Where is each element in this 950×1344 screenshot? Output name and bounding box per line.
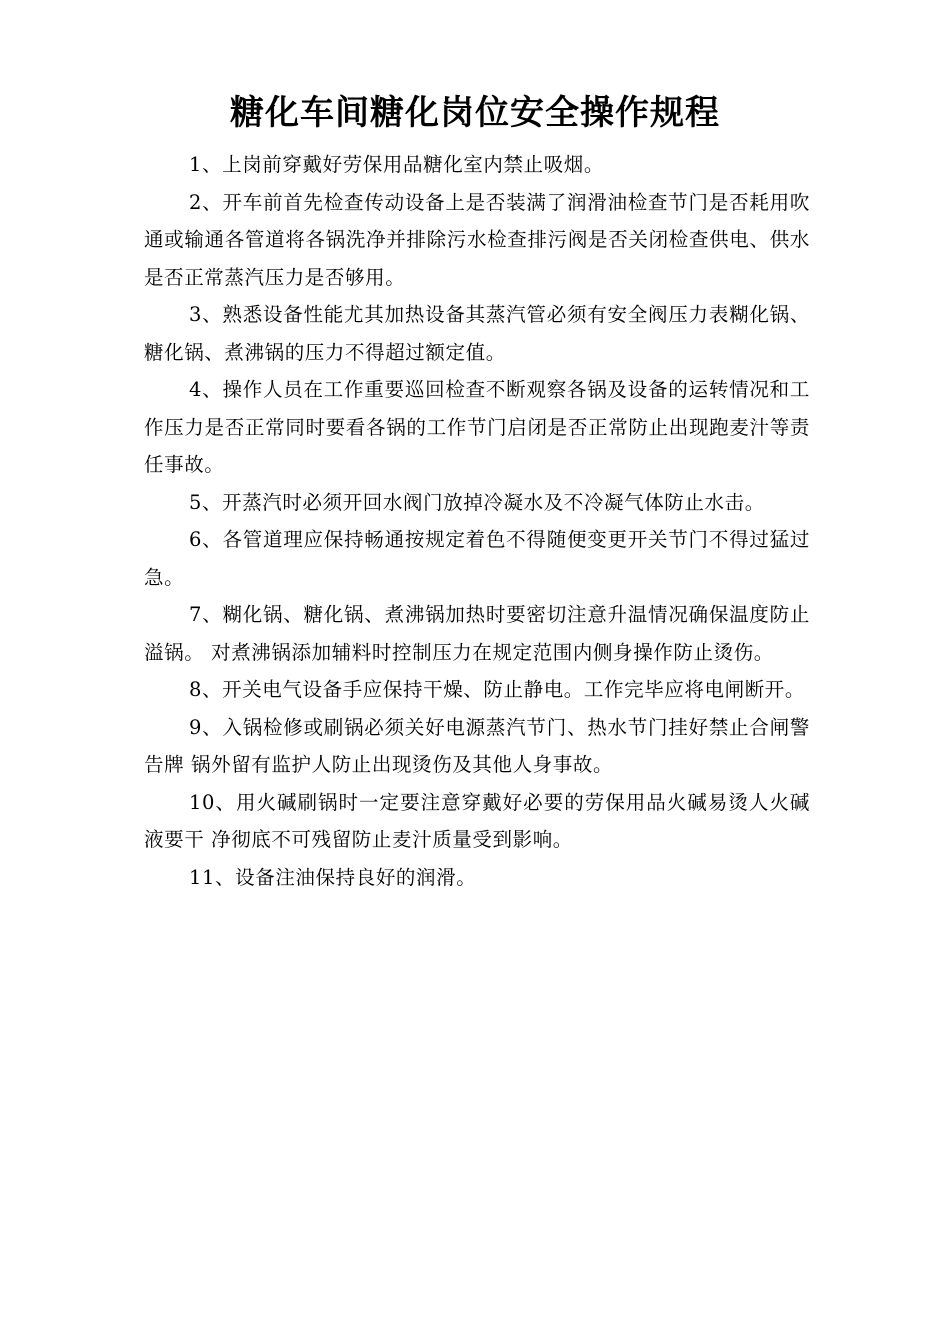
rule-paragraph-7: 7、糊化锅、糖化锅、煮沸锅加热时要密切注意升温情况确保温度防止溢锅。 对煮沸锅添加辅料时控制压力在规定范围内侧身操作防止烫伤。	[144, 603, 810, 664]
rule-paragraph-11: 11、设备注油保持良好的润滑。	[189, 865, 477, 889]
rule-paragraph-1: 1、上岗前穿戴好劳保用品糖化室内禁止吸烟。	[189, 153, 605, 176]
rule-paragraph-2: 2、开车前首先检查传动设备上是否装满了润滑油检查节门是否耗用吹通或输通各管道将各锅洗净并排除污水检查排污阀是否关闭检查供电、供水是否正常蒸汽压力是否够用。	[144, 190, 810, 289]
rule-paragraph-9: 9、入锅检修或刷锅必须关好电源蒸汽节门、热水节门挂好禁止合闸警告牌 锅外留有监护人防止出现烫伤及其他人身事故。	[144, 715, 810, 776]
document-title: 糖化车间糖化岗位安全操作规程	[230, 93, 720, 133]
document-body	[144, 146, 810, 896]
rule-paragraph-4: 4、操作人员在工作重要巡回检查不断观察各锅及设备的运转情况和工作压力是否正常同时要看各锅的工作节门启闭是否正常防止出现跑麦汁等责任事故。	[144, 378, 810, 476]
rule-paragraph-3: 3、熟悉设备性能尤其加热设备其蒸汽管必须有安全阀压力表糊化锅、糖化锅、煮沸锅的压力不得超过额定值。	[144, 303, 810, 364]
rule-paragraph-8: 8、开关电气设备手应保持干燥、防止静电。工作完毕应将电闸断开。	[189, 678, 806, 701]
rule-paragraph-6: 6、各管道理应保持畅通按规定着色不得随便变更开关节门不得过猛过急。	[144, 528, 810, 589]
rule-paragraph-10: 10、用火碱刷锅时一定要注意穿戴好必要的劳保用品火碱易烫人火碱液要干 净彻底不可残留防止麦汁质量受到影响。	[144, 790, 810, 851]
rule-paragraph-5: 5、开蒸汽时必须开回水阀门放掉冷凝水及不冷凝气体防止水击。	[189, 490, 765, 514]
